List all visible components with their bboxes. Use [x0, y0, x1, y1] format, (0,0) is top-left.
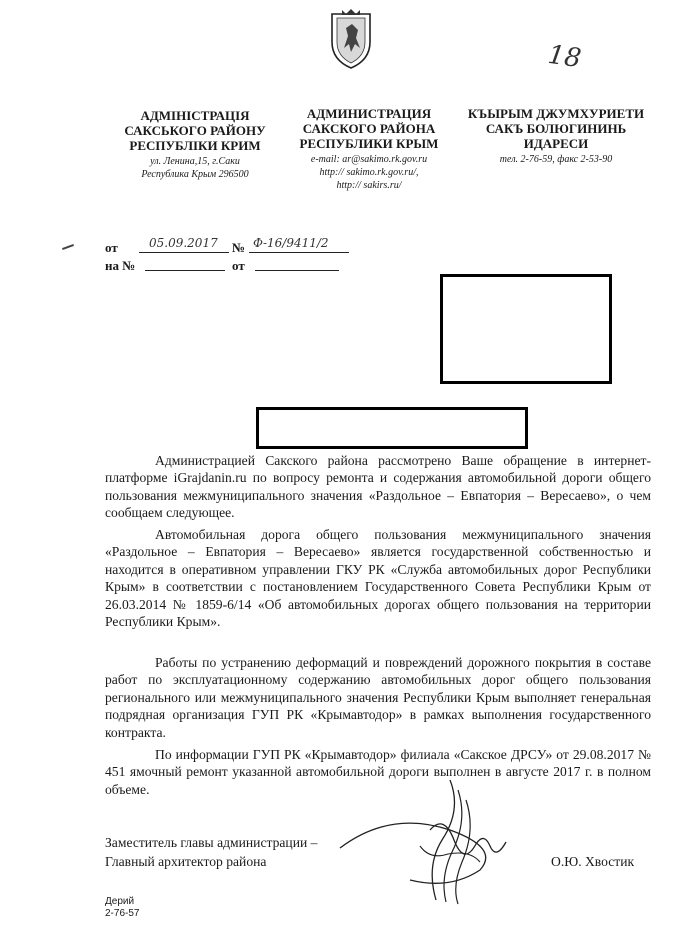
signatory-position-line: Главный архитектор района: [105, 854, 267, 869]
signatory-position: [105, 833, 317, 871]
header-title-line: ИДАРЕСИ: [523, 136, 589, 151]
header-russian-block: [286, 106, 452, 192]
ref-from-label: от: [105, 240, 118, 255]
header-title-line: САКЪ БОЛЮГИНИНЬ: [485, 121, 627, 136]
ref-to-number-label: на №: [105, 258, 136, 273]
ref-date-handwritten: 05.09.2017: [149, 236, 218, 250]
ref-from-label-2: от: [232, 258, 245, 273]
reference-block: [105, 236, 365, 280]
ref-number-handwritten: Ф-16/9411/2: [253, 236, 329, 250]
header-title-line: АДМИНИСТРАЦИЯ: [306, 106, 432, 121]
ref-number-line: [249, 252, 349, 253]
body-paragraph: Администрацией Сакского района рассмотрено Ваше обращение в интернет-платформе iGrajdanin.ru по вопросу ремонта и содержания автомобильной дороги общего пользования межмуниципального значения «Раздольное – Евпатория – Вересаево», о чем сообщаем следующее.: [105, 453, 651, 521]
header-site-line: http:// sakimo.rk.gov.ru/,: [319, 167, 419, 178]
header-site-line: http:// sakirs.ru/: [336, 180, 402, 191]
header-title-line: АДМІНІСТРАЦІЯ: [140, 108, 250, 123]
header-address-line: ул. Ленина,15, г.Саки: [150, 156, 240, 167]
header-crimean-tatar-block: [456, 106, 656, 166]
header-ukrainian-block: [110, 108, 280, 181]
margin-mark: [62, 244, 74, 250]
header-address-line: Республика Крым 296500: [141, 169, 249, 180]
executor-name: Дерий: [105, 896, 135, 907]
header-title-line: РЕСПУБЛІКИ КРИМ: [129, 138, 261, 153]
signatory-position-line: Заместитель главы администрации –: [105, 835, 318, 850]
ref-date-line: [139, 252, 229, 253]
header-title-line: КЪЫРЫМ ДЖУМХУРИЕТИ: [467, 106, 645, 121]
coat-of-arms-emblem: [328, 8, 374, 70]
body-paragraph: Работы по устранению деформаций и повреждений дорожного покрытия в составе работ по эксплуатационному содержанию автомобильных дорог общего пользования регионального или межмуниципального значения Республики Крым выполняет генеральная подрядная организация ГУП РК «Крымавтодор» в рамках выполнения государственного контракта.: [105, 655, 651, 740]
header-title-line: САКСЬКОГО РАЙОНУ: [124, 123, 266, 138]
executor-phone: 2-76-57: [105, 908, 140, 919]
header-phones: тел. 2-76-59, факс 2-53-90: [499, 154, 613, 165]
header-email: e-mail: ar@sakimo.rk.gov.ru: [310, 154, 428, 165]
page-number-mark: 18: [546, 39, 584, 75]
ref-number-label: №: [232, 240, 246, 255]
executor-info: [105, 896, 139, 920]
signatory-name: О.Ю. Хвостик: [551, 854, 635, 869]
body-paragraph: Автомобильная дорога общего пользования межмуниципального значения «Раздольное – Евпатория – Вересаево» является государственной собственностью и находится в оперативном управлении ГКУ РК «Служба автомобильных дорог Республики Крым» в соответствии с постановлением Государственного Совета Республики Крым от 26.03.2014 № 1859-6/14 «Об автомобильных дорогах общего пользования на территории Республики Крым».: [105, 527, 651, 630]
redacted-recipient-address: [440, 274, 612, 384]
ref-date-line-2: [255, 270, 339, 271]
header-title-line: САКСКОГО РАЙОНА: [302, 121, 436, 136]
redacted-recipient-name: [256, 407, 528, 449]
body-paragraph: По информации ГУП РК «Крымавтодор» филиала «Сакское ДРСУ» от 29.08.2017 № 451 ямочный ремонт указанной автомобильной дороги выполнен в августе 2017 г. в полном объеме.: [105, 747, 651, 797]
ref-to-number-line: [145, 270, 225, 271]
handwritten-signature: [330, 770, 520, 910]
header-title-line: РЕСПУБЛИКИ КРЫМ: [299, 136, 439, 151]
